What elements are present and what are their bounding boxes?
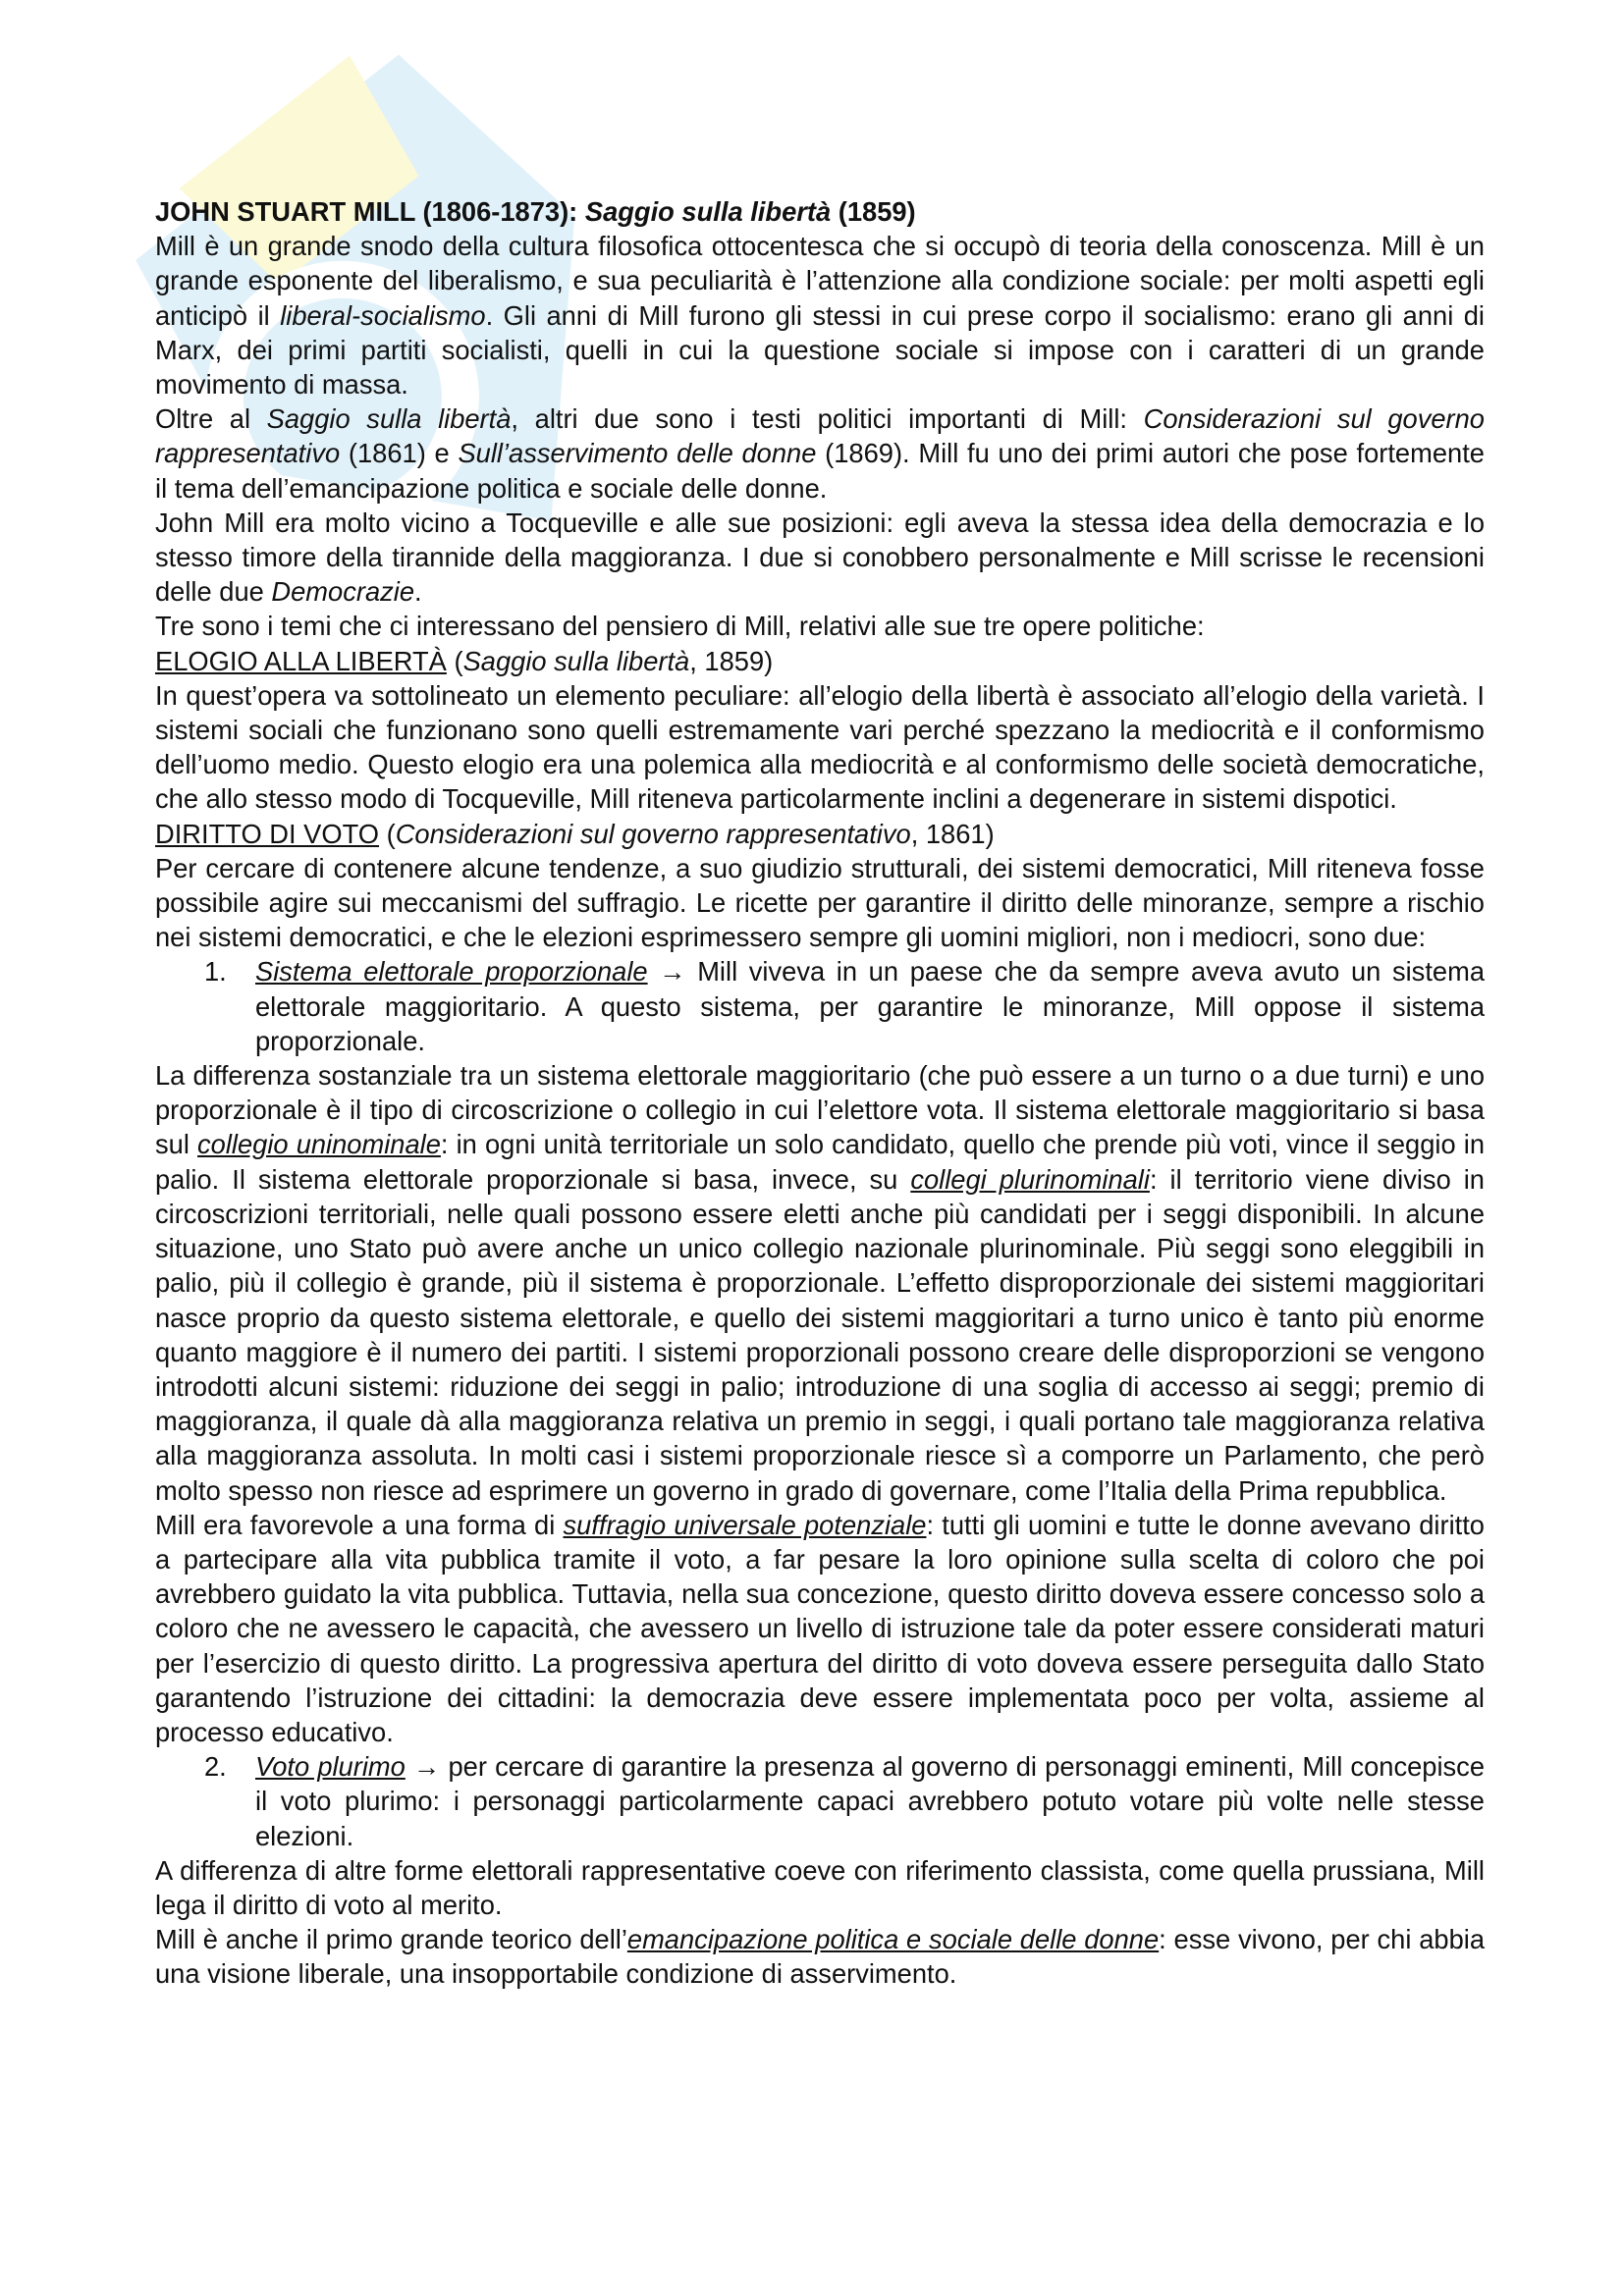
paragraph-suffrage: Per cercare di contenere alcune tendenze, a suo giudizio strutturali, dei sistemi democratici, Mill riteneva fosse possibile agire sui meccanismi del suffragio. Le ricette per garantire il diritto delle minoranze, sempre a rischio nei sistemi democratici, e che le elezioni esprimessero sempre gli uomini migliori, non i mediocri, sono due: [155, 852, 1485, 953]
paragraph-electoral-systems: La differenza sostanziale tra un sistema elettorale maggioritario (che può essere a un turno o a due turni) e uno proporzionale è il tipo di circoscrizione o collegio in cui l’elettore vota. Il sistema elettorale maggioritario si basa sul collegio uninominale: in ogni unità territoriale un solo candidato, quello che prende più voti, vince il seggio in palio. Il sistema elettorale proporzionale si basa, invece, su collegi plurinominali: il territorio viene diviso in circoscrizioni territoriali, nelle quali possono essere eletti anche più candidati per i seggi disponibili. In alcune situazione, uno Stato può avere anche un unico collegio nazionale plurinominale. Più seggi sono eleggibili in palio, più il collegio è grande, più il sistema è proporzionale. L’effetto disproporzionale dei sistemi maggioritari nasce proprio da questo sistema elettorale, e quello dei sistemi maggioritari a turno unico è tanto più enorme quanto maggiore è il numero dei partiti. I sistemi proporzionali possono creare delle disproporzioni se vengono introdotti alcuni sistemi: riduzione dei seggi in palio; introduzione di una soglia di accesso ai seggi; premio di maggioranza, il quale dà alla maggioranza relativa un premio in seggi, i quali portano tale maggioranza relativa alla maggioranza assoluta. In molti casi i sistemi proporzionale riesce sì a comporre un Parlamento, che però molto spesso non riesce ad esprimere un governo in grado di governare, come l’Italia della Prima repubblica. [155, 1060, 1486, 1506]
document-body [155, 194, 1485, 1992]
section-heading-vote: DIRITTO DI VOTO (Considerazioni sul governo rappresentativo, 1861) [155, 818, 995, 849]
document-title: JOHN STUART MILL (1806-1873): Saggio sulla libertà (1859) [155, 196, 916, 227]
list-item-plural-vote: 2. Voto plurimo → per cercare di garantire la presenza al governo di personaggi eminenti, Mill concepisce il voto plurimo: i personaggi particolarmente capaci avrebbero potuto votare più volte nelle stesse elezioni. [204, 1751, 1485, 1851]
paragraph-merit: A differenza di altre forme elettorali rappresentative coeve con riferimento classista, come quella prussiana, Mill lega il diritto di voto al merito. [155, 1854, 1485, 1920]
list-item-proportional: 1. Sistema elettorale proporzionale → Mill viveva in un paese che da sempre aveva avuto un sistema elettorale maggioritario. A questo sistema, per garantire le minoranze, Mill oppose il sistema proporzionale. [204, 956, 1486, 1056]
paragraph-liberty: In quest’opera va sottolineato un elemento peculiare: all’elogio della libertà è associato all’elogio della varietà. I sistemi sociali che funzionano sono quelli estremamente vari perché spezzano la mediocrità e il conformismo dell’uomo medio. Questo elogio era una polemica alla mediocrità e al conformismo delle società democratiche, che allo stesso modo di Tocqueville, Mill riteneva particolarmente inclini a degenerare in sistemi dispotici. [155, 679, 1485, 815]
paragraph-tocqueville: John Mill era molto vicino a Tocqueville e alle sue posizioni: egli aveva la stessa idea della democrazia e lo stesso timore della tirannide della maggioranza. I due si conobbero personalmente e Mill scrisse le recensioni delle due Democrazie. [155, 507, 1485, 608]
paragraph-themes: Tre sono i temi che ci interessano del pensiero di Mill, relativi alle sue tre opere politiche: [155, 611, 1205, 642]
section-heading-liberty: ELOGIO ALLA LIBERTÀ (Saggio sulla libertà, 1859) [155, 645, 774, 676]
paragraph-women: Mill è anche il primo grande teorico dell’emancipazione politica e sociale delle donne: esse vivono, per chi abbia una visione liberale, una insopportabile condizione di asservimento. [155, 1924, 1485, 1990]
paragraph-intro: Mill è un grande snodo della cultura filosofica ottocentesca che si occupò di teoria della conoscenza. Mill è un grande esponente del liberalismo, e sua peculiarità è l’attenzione alla condizione sociale: per molti aspetti egli anticipò il liberal-socialismo. Gli anni di Mill furono gli stessi in cui prese corpo il socialismo: erano gli anni di Marx, dei primi partiti socialisti, quelli in cui la questione sociale si impose con i caratteri di un grande movimento di massa. [155, 231, 1485, 400]
paragraph-works: Oltre al Saggio sulla libertà, altri due sono i testi politici importanti di Mill: Considerazioni sul governo rappresentativo (1861) e Sull’asservimento delle donne (1869). Mill fu uno dei primi autori che pose fortemente il tema dell’emancipazione politica e sociale delle donne. [155, 403, 1485, 504]
paragraph-universal-suffrage: Mill era favorevole a una forma di suffragio universale potenziale: tutti gli uomini e tutte le donne avevano diritto a partecipare alla vita pubblica tramite il voto, a far pesare la loro opinione sulla scelta di coloro che poi avrebbero guidato la vita pubblica. Tuttavia, nella sua concezione, questo diritto doveva essere concesso solo a coloro che ne avessero le capacità, che avessero un livello di istruzione tale da poter essere considerati maturi per l’esercizio di questo diritto. La progressiva apertura del diritto di voto doveva essere perseguita dallo Stato garantendo l’istruzione dei cittadini: la democrazia deve essere implementata poco per volta, assieme al processo educativo. [155, 1509, 1485, 1747]
